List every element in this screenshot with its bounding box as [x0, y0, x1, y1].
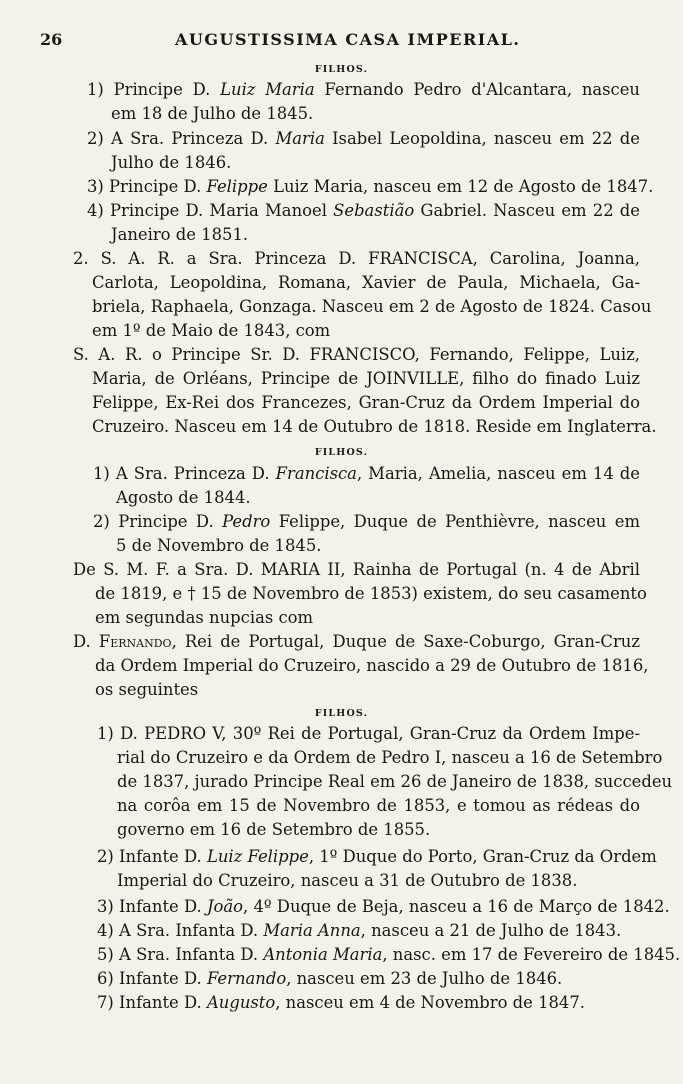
text-line: Felippe, Ex-Rei dos Francezes, Gran-Cruz da Ordem Imperial do [92, 393, 640, 412]
text-line: em 1º de Maio de 1843, com [92, 321, 331, 340]
text-line: Cruzeiro. Nasceu em 14 de Outubro de 1818. Reside em Inglaterra. [92, 417, 657, 436]
page-header [0, 30, 683, 56]
text-line: Julho de 1846. [111, 153, 232, 172]
text-line: 3) Principe D. Felippe Luiz Maria, nasceu em 12 de Agosto de 1847. [87, 177, 654, 196]
text-line: Maria, de Orléans, Principe de JOINVILLE, filho do finado Luiz [92, 369, 640, 388]
text-line: os seguintes [95, 680, 199, 699]
text-line: 5 de Novembro de 1845. [116, 536, 322, 555]
text-line: em 18 de Julho de 1845. [111, 104, 314, 123]
text-line: 1) Principe D. Luiz Maria Fernando Pedro d'Alcantara, nasceu [87, 80, 640, 99]
text-line: 4) A Sra. Infanta D. Maria Anna, nasceu a 21 de Julho de 1843. [97, 921, 622, 940]
text-line: 7) Infante D. Augusto, nasceu em 4 de Novembro de 1847. [97, 993, 585, 1012]
text-line: 2) Infante D. Luiz Felippe, 1º Duque do Porto, Gran-Cruz da Ordem [97, 847, 657, 866]
text-line: em segundas nupcias com [95, 608, 314, 627]
text-line: 1) A Sra. Princeza D. Francisca, Maria, Amelia, nasceu em 14 de [93, 464, 640, 483]
text-line: de 1837, jurado Principe Real em 26 de Janeiro de 1838, succedeu [117, 772, 673, 791]
text-line: 4) Principe D. Maria Manoel Sebastião Gabriel. Nasceu em 22 de [87, 201, 640, 220]
text-line: 5) A Sra. Infanta D. Antonia Maria, nasc. em 17 de Fevereiro de 1845. [97, 945, 681, 964]
text-line: Agosto de 1844. [116, 488, 251, 507]
text-line: Carlota, Leopoldina, Romana, Xavier de Paula, Michaela, Ga- [92, 273, 640, 292]
text-line: rial do Cruzeiro e da Ordem de Pedro I, nasceu a 16 de Setembro [117, 748, 663, 767]
text-line: 6) Infante D. Fernando, nasceu em 23 de Julho de 1846. [97, 969, 563, 988]
section-heading: FILHOS. [314, 708, 369, 719]
text-line: 2) Principe D. Pedro Felippe, Duque de Penthièvre, nasceu em [93, 512, 641, 531]
text-line: Imperial do Cruzeiro, nasceu a 31 de Outubro de 1838. [117, 871, 578, 890]
text-line: D. Fernando, Rei de Portugal, Duque de Saxe-Coburgo, Gran-Cruz [73, 632, 640, 651]
text-line: 1) D. PEDRO V, 30º Rei de Portugal, Gran-Cruz da Ordem Impe- [97, 724, 640, 743]
text-line: na corôa em 15 de Novembro de 1853, e tomou as rédeas do [117, 796, 640, 815]
text-line: Janeiro de 1851. [111, 225, 249, 244]
text-line: governo em 16 de Setembro de 1855. [117, 820, 431, 839]
page-number: 26 [40, 30, 63, 49]
text-line: da Ordem Imperial do Cruzeiro, nascido a 29 de Outubro de 1816, [95, 656, 649, 675]
text-line: 2. S. A. R. a Sra. Princeza D. FRANCISCA, Carolina, Joanna, [73, 249, 640, 268]
text-line: briela, Raphaela, Gonzaga. Nasceu em 2 de Agosto de 1824. Casou [92, 297, 652, 316]
text-line: S. A. R. o Principe Sr. D. FRANCISCO, Fernando, Felippe, Luiz, [73, 345, 640, 364]
text-line: 2) A Sra. Princeza D. Maria Isabel Leopoldina, nasceu em 22 de [87, 129, 640, 148]
section-heading: FILHOS. [314, 447, 369, 458]
text-line: de 1819, e † 15 de Novembro de 1853) existem, do seu casamento [95, 584, 647, 603]
running-title: AUGUSTISSIMA CASA IMPERIAL. [175, 30, 521, 49]
text-line: 3) Infante D. João, 4º Duque de Beja, nasceu a 16 de Março de 1842. [97, 897, 670, 916]
text-line: De S. M. F. a Sra. D. MARIA II, Rainha de Portugal (n. 4 de Abril [73, 560, 640, 579]
section-heading: FILHOS. [314, 64, 369, 75]
